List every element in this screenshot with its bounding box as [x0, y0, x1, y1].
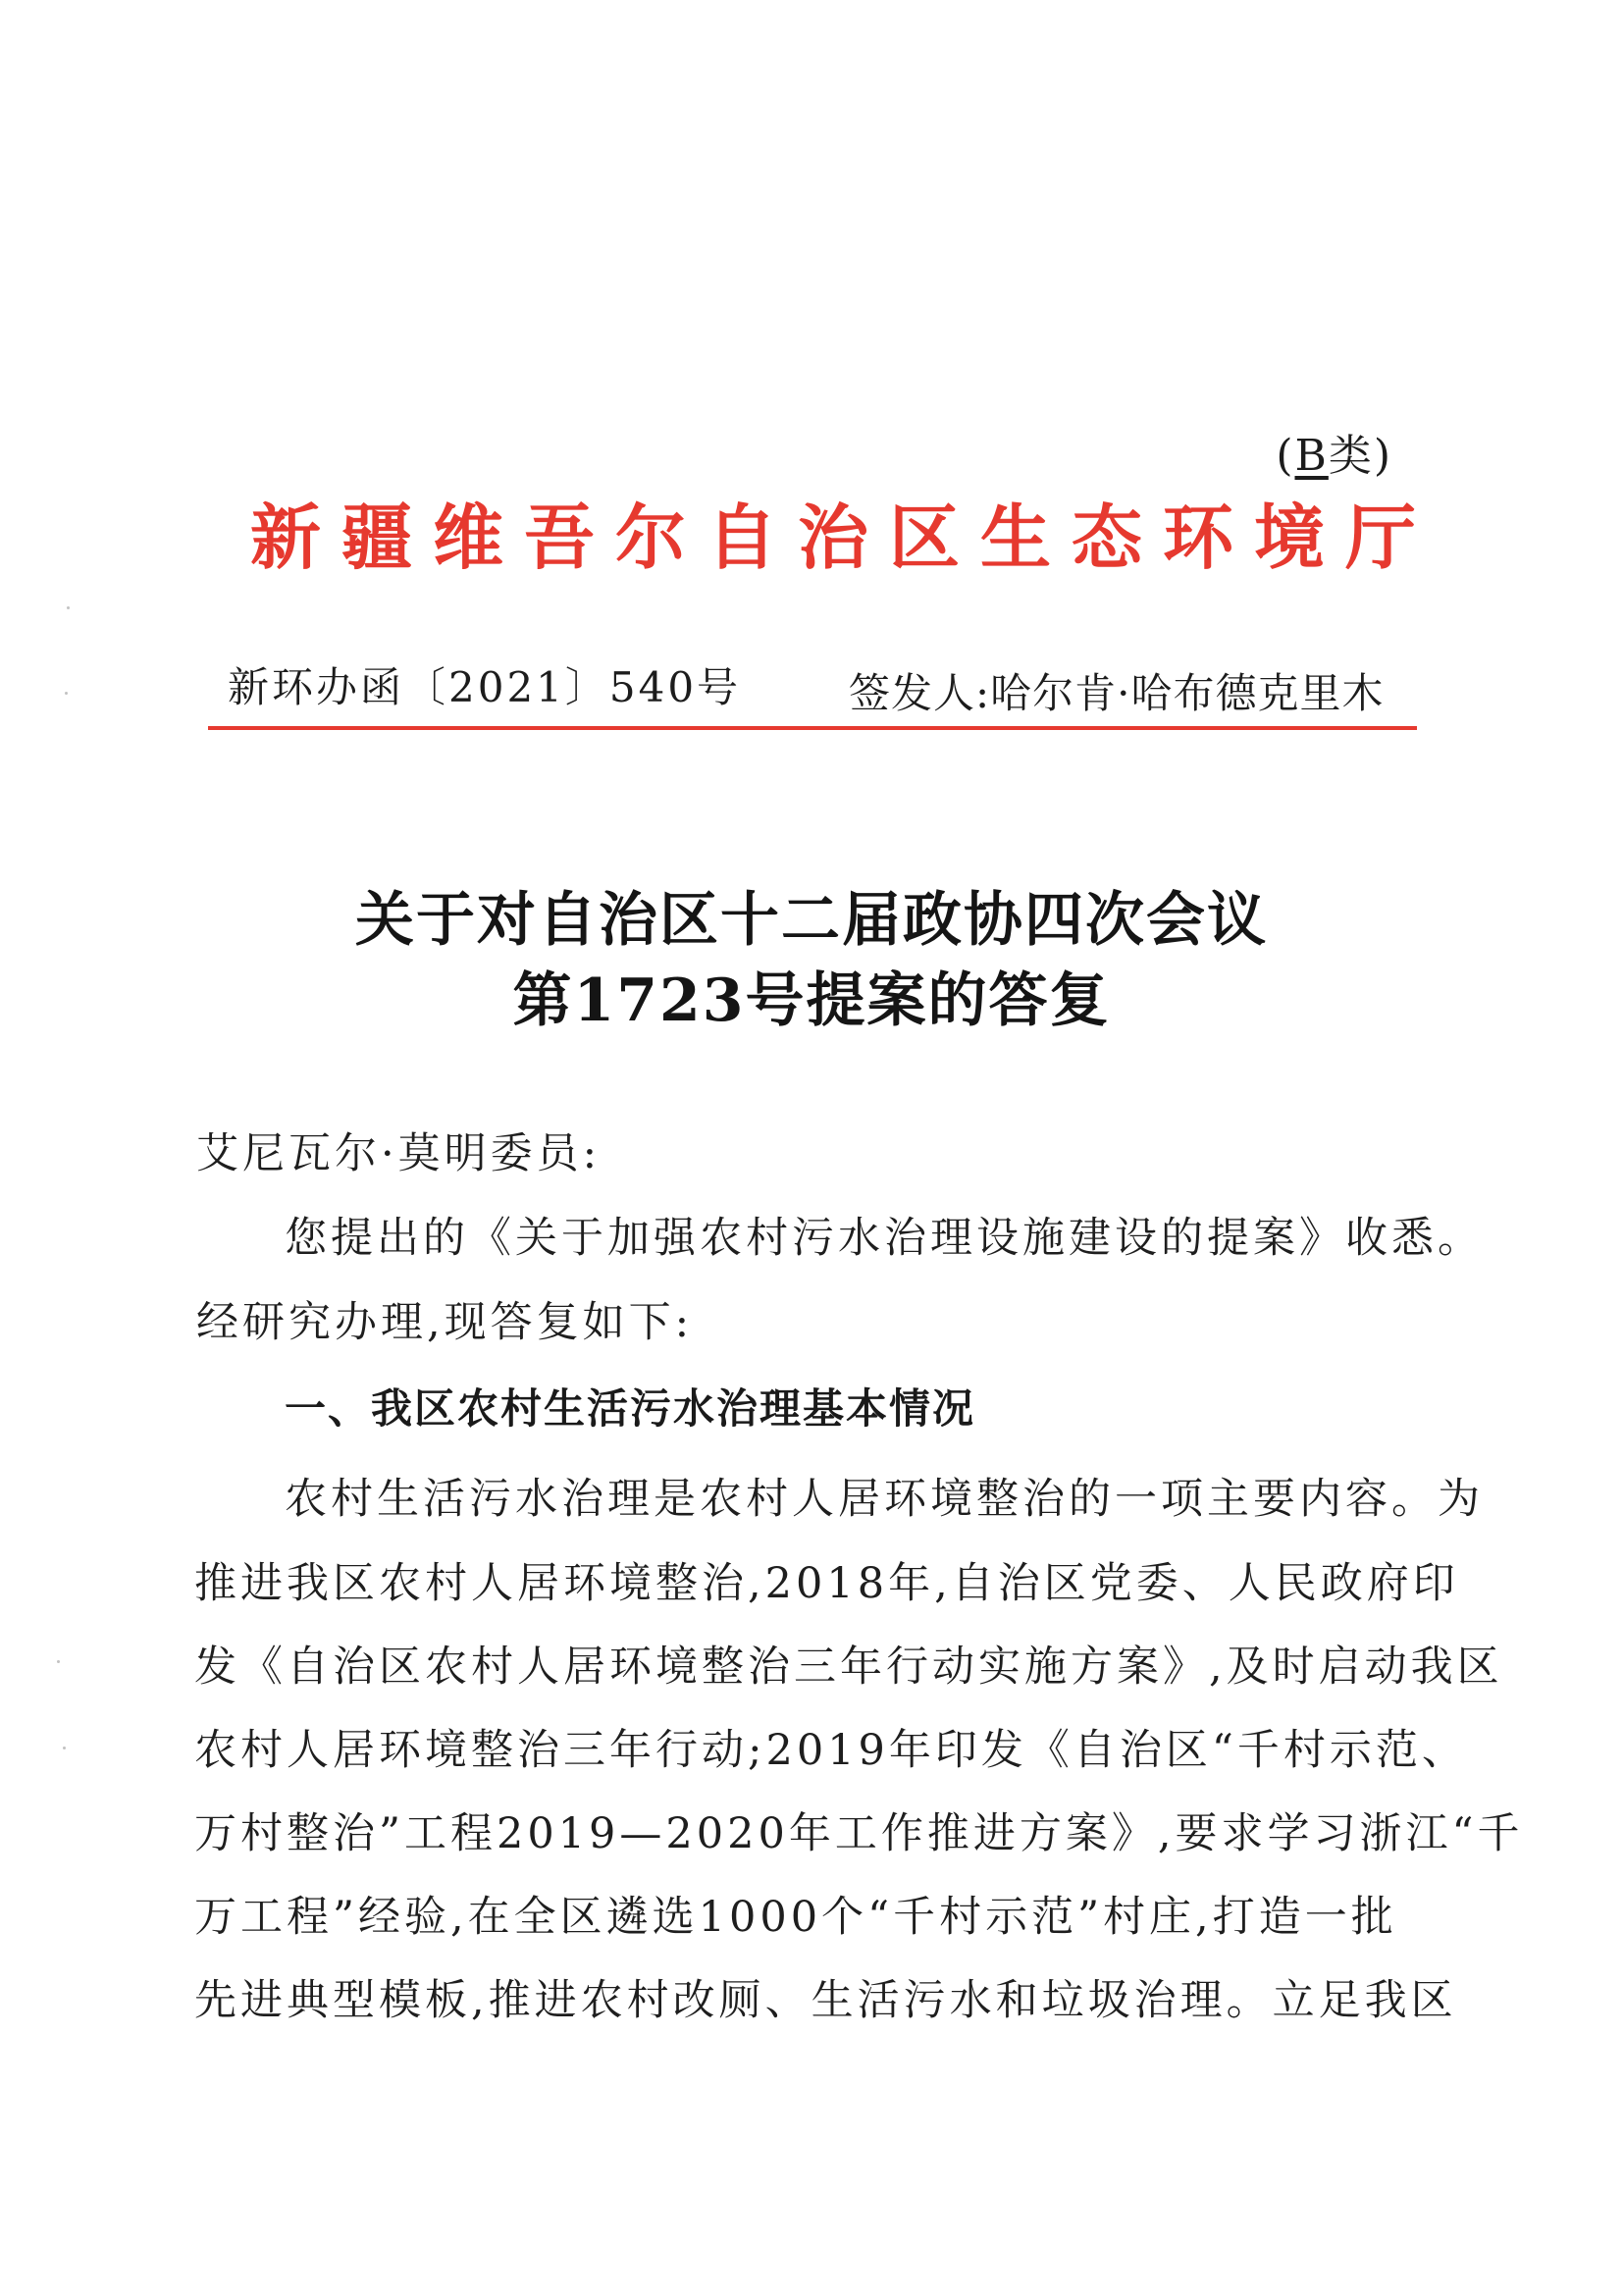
section-line-7: 先进典型模板,推进农村改厕、生活污水和垃圾治理。立足我区 — [194, 1976, 1457, 2025]
section-line-2: 推进我区农村人居环境整治,2018年,自治区党委、人民政府印 — [194, 1559, 1459, 1608]
title-line-1: 关于对自治区十二届政协四次会议 — [355, 886, 1268, 955]
scan-speck — [65, 692, 68, 695]
section-line-3: 发《自治区农村人居环境整治三年行动实施方案》,及时启动我区 — [194, 1643, 1503, 1692]
document-number: 新环办函〔2021〕540号 — [228, 663, 742, 711]
category-class: B — [1294, 431, 1329, 481]
intro-line-1: 您提出的《关于加强农村污水治理设施建设的提案》收悉。 — [285, 1214, 1484, 1263]
scan-speck — [67, 606, 70, 609]
title-line-2: 第1723号提案的答复 — [512, 966, 1111, 1035]
signer: 签发人:哈尔肯·哈布德克里木 — [849, 669, 1385, 717]
section-line-5: 万村整治”工程2019—2020年工作推进方案》,要求学习浙江“千 — [194, 1809, 1524, 1858]
section-line-6: 万工程”经验,在全区遴选1000个“千村示范”村庄,打造一批 — [194, 1893, 1397, 1942]
section-line-1: 农村生活污水治理是农村人居环境整治的一项主要内容。为 — [285, 1475, 1484, 1524]
section-heading: 一、我区农村生活污水治理基本情况 — [285, 1384, 976, 1433]
document-category — [1276, 420, 1392, 483]
category-close: 类) — [1328, 431, 1392, 481]
category-open: ( — [1276, 431, 1295, 481]
salutation: 艾尼瓦尔·莫明委员: — [196, 1129, 602, 1178]
intro-line-2: 经研究办理,现答复如下: — [196, 1298, 694, 1347]
red-divider — [208, 726, 1417, 730]
scan-speck — [63, 1747, 66, 1749]
scan-speck — [57, 1660, 60, 1663]
section-line-4: 农村人居环境整治三年行动;2019年印发《自治区“千村示范、 — [194, 1726, 1468, 1775]
agency-name: 新疆维吾尔自治区生态环境厅 — [250, 496, 1438, 579]
